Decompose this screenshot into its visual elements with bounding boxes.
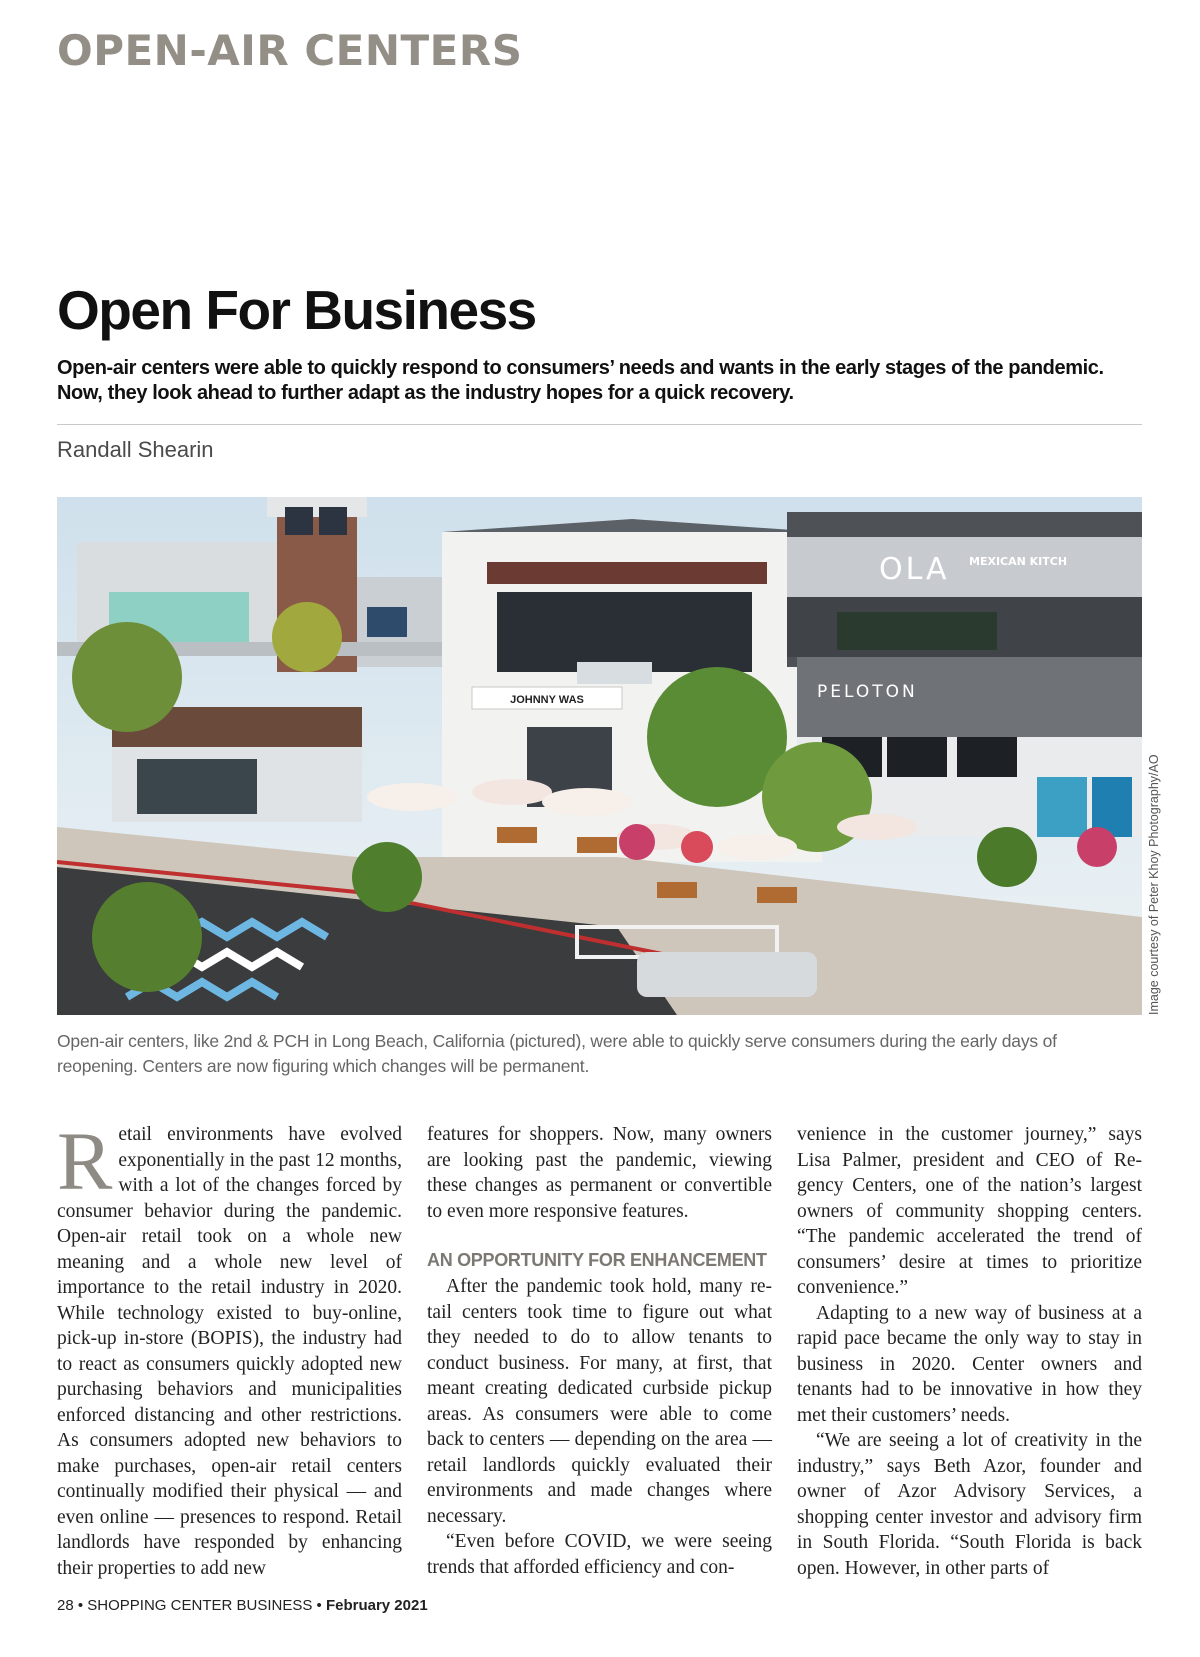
article-deck: Open-air centers were able to quickly respond to consumers’ needs and wants in the early stages of the pandemic. Now, they look ahead to further adapt as the industry hopes for a quick recovery. [57,357,1104,404]
footer-separator: • [316,1597,322,1614]
body-column-3 [797,1122,1142,1581]
footer-separator: • [77,1597,84,1614]
body-paragraph: Adapting to a new way of business at a rapid pace became the only way to stay in business in 2020. Center owners and tenants had to be innovative in how they met their customers’ needs. [797,1302,1142,1426]
drop-cap: R [57,1115,113,1207]
body-paragraph: “Even before COVID, we were seeing trends that afforded efficiency and con- [427,1531,772,1578]
photo-caption: Open-air centers, like 2nd & PCH in Long Beach, California (pictured), were able to quickly serve consumers during the early days of reopening. Centers are now figuring which changes will be permanent. [57,1031,1057,1076]
section-label: OPEN-AIR CENTERS [57,26,523,75]
body-paragraph: features for shoppers. Now, many owners are looking past the pandemic, viewing these changes as permanent or convertible to even more responsive features. [427,1124,772,1222]
divider-rule [57,424,1142,425]
body-paragraph: venience in the customer journey,” says Lisa Palmer, president and CEO of Regency Centers, one of the nation’s largest owners of community shopping centers. “The pandemic accelerated the trend of consumers’ desire at times to prioritize convenience.” [797,1124,1142,1298]
body-paragraph: “We are seeing a lot of creativity in the industry,” says Beth Azor, founder and owner of Azor Advisory Services, a shopping center investor and advisory firm in South Florida. “South Florida is back open. However, in other parts of [797,1430,1142,1579]
body-paragraph: After the pandemic took hold, many retail centers took time to figure out what they needed to do to allow tenants to conduct business. For many, at first, that meant creating dedicated curbside pickup areas. As consumers were able to come back to centers — depending on the area — retail landlords quickly evaluated their environments and made changes where necessary. [427,1276,772,1527]
publication-name: SHOPPING CENTER BUSINESS [87,1597,313,1614]
article-photo [57,497,1142,1015]
body-column-2 [427,1122,772,1580]
issue-date: February 2021 [325,1597,428,1614]
article-byline: Randall Shearin [57,437,214,462]
sign-johnny-was: JOHNNY WAS [510,694,584,706]
body-column-1 [57,1115,402,1581]
sign-peloton: PELOTON [817,682,918,702]
page-number: 28 [57,1597,74,1614]
body-paragraph: etail environments have evolved exponentially in the past 12 months, with a lot of the changes forced by consumer behavior during the pandemic. Open-air retail took on a whole new meaning and a whole new level of importance to the retail industry in 2020. While technology existed to buy-online, pick-up in-store (BOPIS), the industry had to react as consumers quickly adopted new purchasing behaviors and municipalities enforced distancing and other restrictions. As consumers adopted new behaviors to make purchases, open-air retail centers continually modified their physical — and even online — presences to respond. Retail landlords have responded by enhancing their properties to add new [57,1124,402,1579]
page-footer [57,1597,428,1614]
article-headline: Open For Business [57,279,536,341]
section-subhead: AN OPPORTUNITY FOR ENHANCEMENT [427,1250,767,1270]
sign-ola: OLA [879,552,950,587]
sign-ola-suffix: MEXICAN KITCH [969,555,1068,568]
photo-credit: Image courtesy of Peter Khoy Photography/AO [1147,754,1161,1015]
